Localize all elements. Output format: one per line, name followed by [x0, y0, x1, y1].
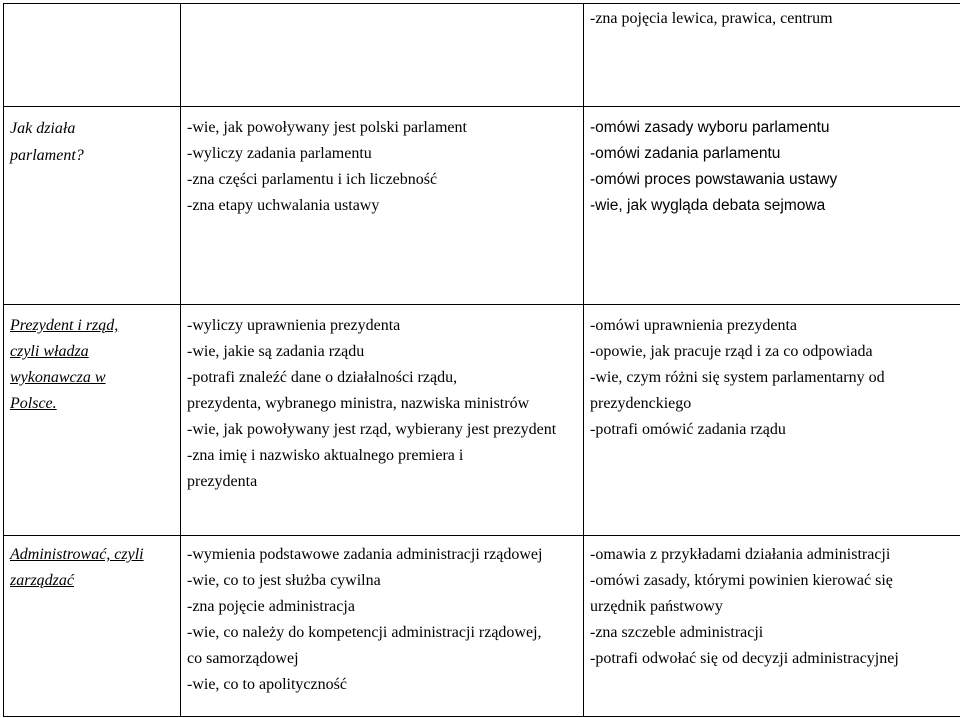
requirement-item: -omówi zadania parlamentu	[590, 145, 781, 162]
table-row	[4, 305, 960, 536]
extended-requirements-cell	[584, 536, 960, 717]
topic-title: Jak działa parlament?	[10, 120, 84, 164]
requirement-item: -wyliczy uprawnienia prezydenta	[187, 317, 401, 334]
requirement-item: -wie, co należy do kompetencji administracji rządowej, co samorządowej	[187, 624, 542, 667]
requirement-item: -omawia z przykładami działania administracji	[590, 546, 891, 563]
topic-cell	[4, 107, 181, 305]
requirement-item: -potrafi odwołać się od decyzji administracyjnej	[590, 650, 899, 667]
requirement-item: -opowie, jak pracuje rząd i za co odpowiada	[590, 343, 873, 360]
requirement-item: -wyliczy zadania parlamentu	[187, 145, 372, 162]
requirement-item: -wie, jakie są zadania rządu	[187, 343, 365, 360]
basic-requirements-cell	[181, 305, 584, 536]
requirement-item: -wie, jak wygląda debata sejmowa	[590, 197, 826, 214]
requirement-item: -omówi uprawnienia prezydenta	[590, 317, 798, 334]
requirement-item: -omówi zasady wyboru parlamentu	[590, 119, 830, 136]
topic-title: Prezydent i rząd, czyli władza wykonawcza w Polsce.	[10, 317, 119, 412]
topic-cell	[4, 4, 181, 107]
basic-requirements-cell	[181, 107, 584, 305]
requirement-item: -zna szczeble administracji	[590, 624, 764, 641]
requirement-item: -wymienia podstawowe zadania administracji rządowej	[187, 546, 543, 563]
extended-requirements-cell	[584, 4, 960, 107]
requirement-item: -wie, co to apolityczność	[187, 676, 347, 693]
table-row	[4, 107, 960, 305]
requirement-item: -zna imię i nazwisko aktualnego premiera i prezydenta	[187, 447, 464, 490]
basic-requirements-cell	[181, 4, 584, 107]
requirement-item: -wie, co to jest służba cywilna	[187, 572, 381, 589]
requirement-item: -omówi proces powstawania ustawy	[590, 171, 838, 188]
topic-title: Administrować, czyli zarządzać	[10, 546, 144, 589]
requirement-item: -potrafi omówić zadania rządu	[590, 421, 786, 438]
extended-requirements-cell	[584, 305, 960, 536]
requirement-item: -potrafi znaleźć dane o działalności rządu, prezydenta, wybranego ministra, nazwiska ministrów	[187, 369, 530, 412]
extended-requirements-cell	[584, 107, 960, 305]
requirement-item: -zna pojęcie administracja	[187, 598, 355, 615]
requirement-item: -wie, czym różni się system parlamentarny od prezydenckiego	[590, 369, 885, 412]
table-row	[4, 4, 960, 107]
requirement-item: -omówi zasady, którymi powinien kierować się urzędnik państwowy	[590, 572, 893, 615]
table-row	[4, 536, 960, 717]
requirement-item: -zna pojęcia lewica, prawica, centrum	[590, 10, 833, 27]
requirement-item: -zna części parlamentu i ich liczebność	[187, 171, 438, 188]
requirement-item: -wie, jak powoływany jest rząd, wybierany jest prezydent	[187, 421, 557, 438]
basic-requirements-cell	[181, 536, 584, 717]
requirement-item: -zna etapy uchwalania ustawy	[187, 197, 380, 214]
requirement-item: -wie, jak powoływany jest polski parlament	[187, 119, 467, 136]
topic-cell	[4, 305, 181, 536]
topic-cell	[4, 536, 181, 717]
requirements-table	[3, 3, 960, 717]
